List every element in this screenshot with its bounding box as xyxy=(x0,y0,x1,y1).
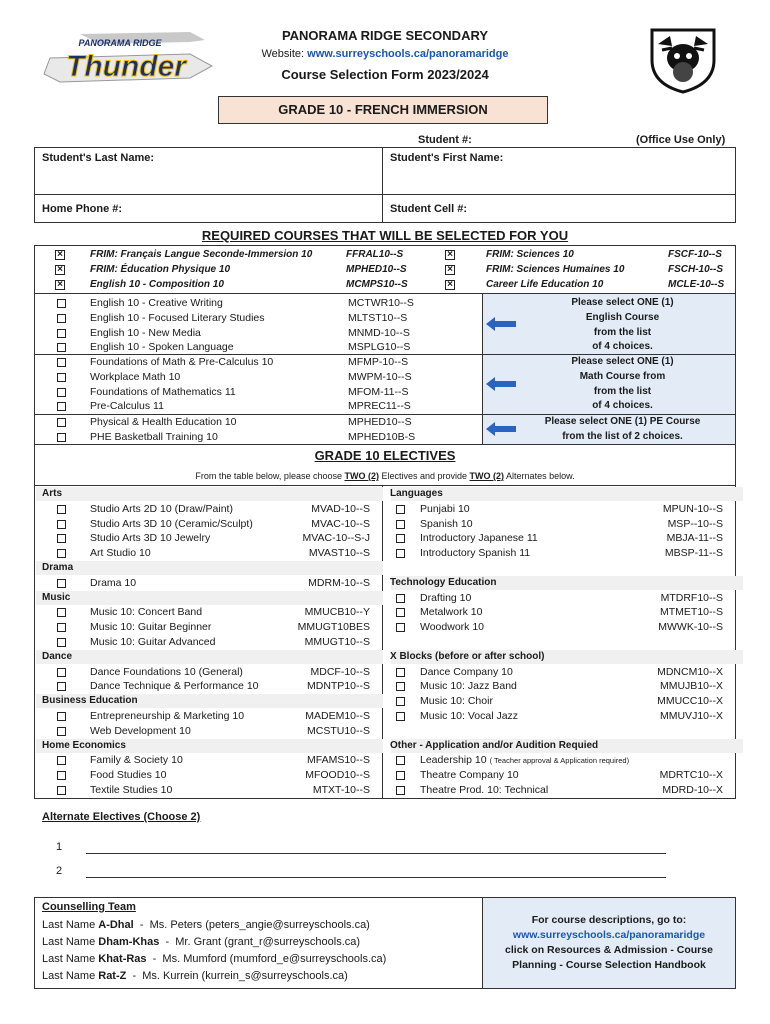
course-code: MFOM-11--S xyxy=(348,385,409,398)
checkbox[interactable] xyxy=(396,712,405,721)
elective-category: Other - Application and/or Audition Requied xyxy=(390,739,599,751)
selection-note: Please select ONE (1) xyxy=(571,297,674,308)
website-label: Website: xyxy=(261,48,305,60)
course-name: English 10 - Creative Writing xyxy=(90,297,223,309)
required-course-code: FSCF-10--S xyxy=(668,249,722,260)
alt-line-number-2: 2 xyxy=(56,865,63,877)
elective-code: MTMET10--S xyxy=(660,606,723,619)
elective-name: Music 10: Guitar Beginner xyxy=(90,621,212,634)
checkbox[interactable] xyxy=(57,520,66,529)
elective-code: MADEM10--S xyxy=(305,710,370,722)
elective-code: MCSTU10--S xyxy=(306,724,370,737)
elective-category: Home Economics xyxy=(42,739,126,751)
elective-category: Languages xyxy=(390,488,443,499)
student-number-label: Student #: xyxy=(418,134,472,146)
elective-note: ( Teacher approval & Application required) xyxy=(489,756,630,766)
counsellor-row: Last Name Rat-Z - Ms. Kurrein (kurrein_s@surreyschools.ca) xyxy=(42,970,348,982)
logo-top-text: PANORAMA RIDGE xyxy=(78,38,162,48)
elective-name: Metalwork 10 xyxy=(420,606,483,619)
checkbox[interactable] xyxy=(396,594,405,603)
required-course-code: MCLE-10--S xyxy=(668,279,725,290)
logo-main-text: Thunder xyxy=(66,50,186,83)
course-code: MFMP-10--S xyxy=(348,356,409,368)
info-box xyxy=(483,898,735,988)
checkbox[interactable] xyxy=(57,712,66,721)
checked-box-icon: × xyxy=(445,280,455,290)
checkbox[interactable] xyxy=(396,771,405,780)
elective-name: Drama 10 xyxy=(90,576,137,589)
elective-name: Dance Technique & Performance 10 xyxy=(90,680,259,693)
elective-code: MDRM-10--S xyxy=(308,576,370,589)
category-band xyxy=(36,487,383,501)
checkbox[interactable] xyxy=(396,505,405,514)
elective-name: Drafting 10 xyxy=(420,591,472,604)
selection-note: of 4 choices. xyxy=(592,400,653,412)
checkbox[interactable] xyxy=(57,727,66,736)
info-line-1: For course descriptions, go to: xyxy=(531,914,687,926)
checkbox[interactable] xyxy=(57,505,66,514)
elective-name: Music 10: Guitar Advanced xyxy=(90,636,216,648)
last-name-field[interactable]: Student's Last Name: xyxy=(42,152,155,164)
elective-code: MSP--10--S xyxy=(667,517,723,530)
checkbox[interactable] xyxy=(57,418,66,427)
required-title: REQUIRED COURSES THAT WILL BE SELECTED FOR YOU xyxy=(201,228,569,243)
counsellor-row: Last Name A-Dhal - Ms. Peters (peters_angie@surreyschools.ca) xyxy=(42,919,370,931)
checkbox[interactable] xyxy=(396,756,405,765)
course-name: English 10 - Spoken Language xyxy=(90,341,234,354)
elective-code: MBSP-11--S xyxy=(664,547,723,560)
checked-box-icon: × xyxy=(445,265,455,275)
checkbox[interactable] xyxy=(57,534,66,543)
elective-code: MMUCB10--Y xyxy=(304,606,370,619)
elective-name: Spanish 10 xyxy=(420,517,473,530)
checkbox[interactable] xyxy=(57,549,66,558)
course-name: English 10 - New Media xyxy=(90,326,201,339)
selection-note: English Course xyxy=(585,311,660,323)
elective-category: Music xyxy=(42,591,71,603)
website-link[interactable]: www.surreyschools.ca/panoramaridge xyxy=(307,48,509,60)
info-line-3: click on Resources & Admission - Course xyxy=(505,944,713,956)
checkbox[interactable] xyxy=(57,343,66,352)
elective-code: MMUCC10--X xyxy=(657,695,723,708)
course-code: MNMD-10--S xyxy=(348,326,410,339)
checkbox[interactable] xyxy=(57,786,66,795)
elective-name: Music 10: Concert Band xyxy=(90,606,203,619)
elective-name: Music 10: Vocal Jazz xyxy=(420,710,519,722)
course-name: Foundations of Math & Pre-Calculus 10 xyxy=(90,356,274,368)
elective-code: MVAC-10--S xyxy=(311,517,370,530)
required-course-name: FRIM: Sciences 10 xyxy=(486,249,574,260)
required-course-name: Career Life Education 10 xyxy=(486,279,604,290)
checkbox[interactable] xyxy=(396,682,405,691)
electives-title: GRADE 10 ELECTIVES xyxy=(314,448,456,463)
selection-note: Math Course from xyxy=(579,370,666,382)
course-code: MCTWR10--S xyxy=(348,297,414,309)
checkbox[interactable] xyxy=(396,786,405,795)
elective-name: Studio Arts 3D 10 Jewelry xyxy=(90,532,211,545)
elective-name: Web Development 10 xyxy=(90,724,191,737)
checkbox[interactable] xyxy=(57,388,66,397)
elective-code: MMUVJ10--X xyxy=(659,710,723,722)
course-name: Pre-Calculus 11 xyxy=(90,400,164,413)
course-code: MLTST10--S xyxy=(348,311,408,324)
selection-note: from the list xyxy=(593,385,652,397)
selection-note: Please select ONE (1) xyxy=(571,356,674,367)
elective-code: MMUGT10--S xyxy=(304,636,370,648)
checkbox[interactable] xyxy=(57,608,66,617)
elective-name: Food Studies 10 xyxy=(90,769,167,782)
school-crest-icon xyxy=(648,26,718,94)
elective-name: Introductory Spanish 11 xyxy=(420,547,531,560)
category-band xyxy=(36,650,383,664)
elective-category: Drama xyxy=(42,562,74,573)
required-course-code: FFRAL10--S xyxy=(346,249,404,260)
required-course-code: MPHED10--S xyxy=(346,264,407,275)
checkbox[interactable] xyxy=(396,608,405,617)
elective-code: MDRTC10--X xyxy=(659,769,723,782)
first-name-field[interactable]: Student's First Name: xyxy=(390,152,504,164)
elective-category: Arts xyxy=(42,488,63,499)
counselling-title: Counselling Team xyxy=(42,901,136,913)
checked-box-icon: × xyxy=(55,250,65,260)
elective-code: MPUN-10--S xyxy=(662,502,723,515)
elective-name: Entrepreneurship & Marketing 10 xyxy=(90,710,245,722)
info-line-4: Planning - Course Selection Handbook xyxy=(512,959,706,971)
elective-code: MVAD-10--S xyxy=(311,502,370,515)
checked-box-icon: × xyxy=(55,280,65,290)
course-code: MPREC11--S xyxy=(348,400,411,413)
elective-category: X Blocks (before or after school) xyxy=(390,650,545,662)
cell-field[interactable]: Student Cell #: xyxy=(390,203,468,215)
grade-banner: GRADE 10 - FRENCH IMMERSION xyxy=(218,96,548,124)
elective-code: MMUGT10BES xyxy=(297,621,370,634)
info-url-link[interactable]: www.surreyschools.ca/panoramaridge xyxy=(512,929,706,941)
elective-name: Dance Company 10 xyxy=(420,665,513,678)
elective-name: Family & Society 10 xyxy=(90,754,183,767)
elective-name: Textile Studies 10 xyxy=(90,784,173,796)
course-name: Foundations of Mathematics 11 xyxy=(90,385,236,398)
counsellor-row: Last Name Dham-Khas - Mr. Grant (grant_r@surreyschools.ca) xyxy=(42,936,361,948)
checked-box-icon: × xyxy=(445,250,455,260)
elective-code: MFAMS10--S xyxy=(306,754,370,767)
required-course-code: FSCH-10--S xyxy=(668,264,724,275)
checkbox[interactable] xyxy=(57,329,66,338)
checkbox[interactable] xyxy=(57,579,66,588)
elective-name: Theatre Prod. 10: Technical xyxy=(420,784,549,796)
electives-instructions: From the table below, please choose TWO (2) Electives and provide TWO (2) Alternates below. xyxy=(195,471,575,481)
course-name: PHE Basketball Training 10 xyxy=(90,430,218,443)
selection-note: of 4 choices. xyxy=(592,341,653,353)
checkbox[interactable] xyxy=(396,534,405,543)
course-code: MWPM-10--S xyxy=(348,370,412,383)
course-code: MPHED10B-S xyxy=(348,430,416,443)
course-code: MPHED10--S xyxy=(348,416,412,428)
elective-category: Business Education xyxy=(42,695,138,707)
elective-code: MBJA-11--S xyxy=(666,532,723,545)
checkbox[interactable] xyxy=(57,682,66,691)
elective-name: Dance Foundations 10 (General) xyxy=(90,665,243,678)
course-name: English 10 - Focused Literary Studies xyxy=(90,311,265,324)
required-course-name: FRIM: Éducation Physique 10 xyxy=(90,264,231,275)
checkbox[interactable] xyxy=(57,638,66,647)
selection-note: from the list of 2 choices. xyxy=(562,430,683,442)
elective-code: MDNCM10--X xyxy=(657,665,723,678)
elective-name: Studio Arts 2D 10 (Draw/Paint) xyxy=(90,502,233,515)
elective-name: Music 10: Choir xyxy=(420,695,493,708)
elective-code: MVAST10--S xyxy=(308,547,370,560)
selection-note: Please select ONE (1) PE Course xyxy=(544,416,701,427)
elective-code: MTXT-10--S xyxy=(312,784,370,796)
checkbox[interactable] xyxy=(396,668,405,677)
required-course-name: English 10 - Composition 10 xyxy=(90,279,224,290)
checkbox[interactable] xyxy=(57,668,66,677)
alt-input-1[interactable] xyxy=(86,853,666,854)
course-code: MSPLG10--S xyxy=(348,341,411,354)
school-name: PANORAMA RIDGE SECONDARY xyxy=(281,28,489,43)
checkbox[interactable] xyxy=(57,402,66,411)
course-name: Physical & Health Education 10 xyxy=(90,416,237,428)
category-band xyxy=(36,561,383,575)
elective-name: Studio Arts 3D 10 (Ceramic/Sculpt) xyxy=(90,517,253,530)
checkbox[interactable] xyxy=(57,771,66,780)
checkbox[interactable] xyxy=(396,697,405,706)
elective-category: Dance xyxy=(42,650,73,662)
checkbox[interactable] xyxy=(57,299,66,308)
required-course-name: FRIM: Français Langue Seconde-Immersion 10 xyxy=(90,249,313,260)
home-phone-field[interactable]: Home Phone #: xyxy=(42,203,123,215)
elective-name: Music 10: Jazz Band xyxy=(420,680,517,693)
elective-code: MDRD-10--X xyxy=(662,784,723,796)
elective-category: Technology Education xyxy=(390,576,497,588)
category-band xyxy=(391,487,743,501)
counsellor-row: Last Name Khat-Ras - Ms. Mumford (mumford_e@surreyschools.ca) xyxy=(42,953,387,965)
category-band xyxy=(36,591,383,605)
checkbox[interactable] xyxy=(57,433,66,442)
office-use-label: (Office Use Only) xyxy=(636,134,726,146)
form-title: Course Selection Form 2023/2024 xyxy=(281,67,489,82)
checkbox[interactable] xyxy=(396,520,405,529)
elective-code: MVAC-10--S-J xyxy=(302,532,370,545)
alt-input-2[interactable] xyxy=(86,877,666,878)
required-course-name: FRIM: Sciences Humaines 10 xyxy=(486,264,625,275)
elective-code: MTDRF10--S xyxy=(660,591,723,604)
checkbox[interactable] xyxy=(57,358,66,367)
checkbox[interactable] xyxy=(396,623,405,632)
checkbox[interactable] xyxy=(396,549,405,558)
selection-note: from the list xyxy=(593,326,652,338)
elective-name: Introductory Japanese 11 xyxy=(420,532,538,545)
elective-code: MFOOD10--S xyxy=(305,769,370,782)
elective-name: Art Studio 10 xyxy=(90,547,151,560)
checkbox[interactable] xyxy=(57,623,66,632)
checkbox[interactable] xyxy=(57,373,66,382)
elective-code: MWWK-10--S xyxy=(658,621,723,634)
elective-name: Punjabi 10 xyxy=(420,502,470,515)
checkbox[interactable] xyxy=(57,314,66,323)
elective-name: Theatre Company 10 xyxy=(420,769,519,782)
elective-name: Leadership 10 ( Teacher approval & Application required) xyxy=(420,754,630,767)
elective-code: MMUJB10--X xyxy=(659,680,723,693)
required-course-code: MCMPS10--S xyxy=(346,279,408,290)
elective-code: MDCF-10--S xyxy=(310,665,370,678)
checked-box-icon: × xyxy=(55,265,65,275)
checkbox[interactable] xyxy=(57,756,66,765)
alternates-title: Alternate Electives (Choose 2) xyxy=(42,811,201,823)
course-name: Workplace Math 10 xyxy=(90,370,181,383)
elective-name: Woodwork 10 xyxy=(420,621,485,634)
alt-line-number-1: 1 xyxy=(56,841,63,853)
elective-code: MDNTP10--S xyxy=(306,680,370,693)
